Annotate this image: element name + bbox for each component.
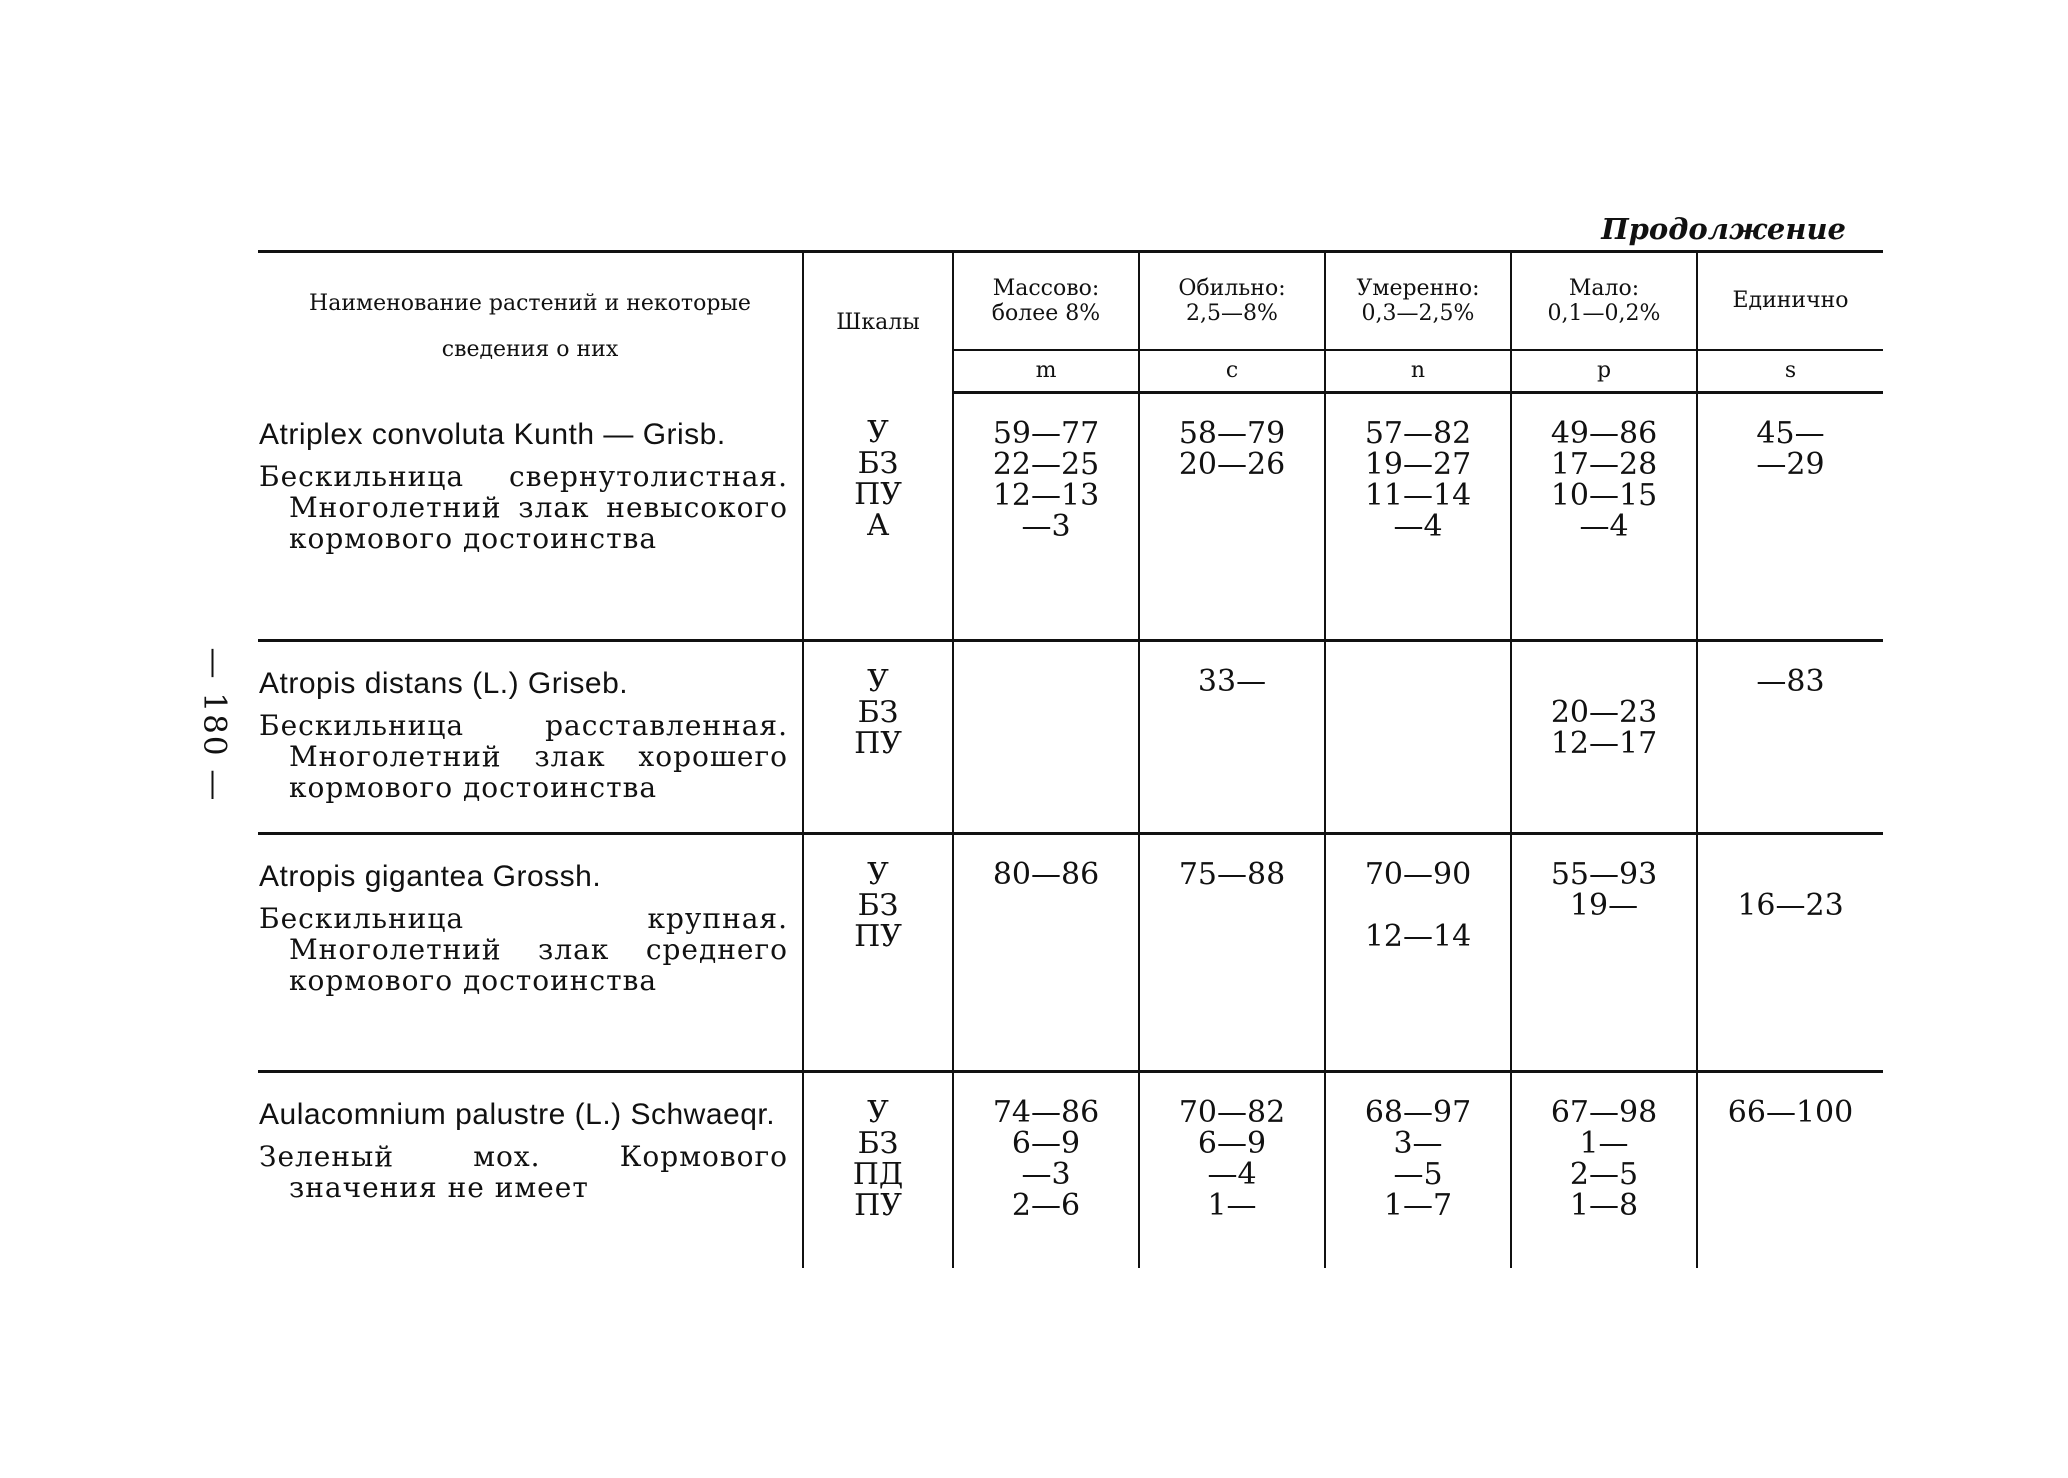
- cell-value: [1699, 859, 1882, 890]
- value-cell-n: [1325, 1072, 1511, 1269]
- cell-value: 12—14: [1364, 919, 1472, 954]
- value-cell-n: [1325, 641, 1511, 834]
- header-column-n: Умеренно: 0,3—2,5%: [1325, 252, 1511, 351]
- continuation-label: Продолжение: [1601, 212, 1846, 246]
- cell-value: БЗ: [857, 695, 899, 730]
- cell-value: 20—23: [1550, 695, 1658, 730]
- value-cell-s: [1697, 834, 1883, 1072]
- cell-value: [1513, 666, 1695, 697]
- value-cell-m: [953, 393, 1139, 641]
- cell-value: 12—17: [1550, 726, 1658, 761]
- header-code-s: s: [1697, 350, 1883, 393]
- header-code-c: c: [1139, 350, 1325, 393]
- cell-value: БЗ: [857, 888, 899, 923]
- cell-value: 2—6: [1011, 1188, 1081, 1223]
- cell-value: 19—27: [1364, 447, 1472, 482]
- cell-value: —5: [1393, 1157, 1443, 1192]
- cell-value: 10—15: [1550, 478, 1658, 513]
- header-code-p: p: [1511, 350, 1697, 393]
- plant-cell: [258, 393, 803, 641]
- value-cell-m: [953, 834, 1139, 1072]
- cell-value: ПД: [852, 1157, 904, 1192]
- cell-value: А: [866, 507, 890, 543]
- value-cell-s: [1697, 641, 1883, 834]
- cell-value: 1—8: [1569, 1188, 1639, 1223]
- value-cell-c: [1139, 1072, 1325, 1269]
- cell-value: 59—77: [992, 416, 1100, 451]
- cell-value: 45—: [1756, 416, 1825, 451]
- scales-cell: [803, 834, 953, 1072]
- cell-value: 1—: [1579, 1126, 1629, 1161]
- header-name: Наименование растений и некоторые сведения о них: [258, 252, 803, 393]
- plant-description: Бескильница крупная. Многолетний злак среднего кормового достоинства: [259, 902, 788, 997]
- header-scales: Шкалы: [803, 252, 953, 393]
- cell-value: —3: [1021, 1157, 1071, 1192]
- cell-value: У: [867, 1095, 889, 1130]
- cell-value: У: [867, 857, 889, 892]
- cell-value: —4: [1579, 509, 1629, 544]
- plant-latin-name: Atriplex convoluta Kunth — Grisb.: [259, 417, 726, 451]
- cell-value: У: [867, 414, 889, 450]
- value-cell-s: [1697, 393, 1883, 641]
- cell-value: 33—: [1197, 664, 1267, 699]
- header-column-p: Мало: 0,1—0,2%: [1511, 252, 1697, 351]
- cell-value: —4: [1393, 509, 1443, 544]
- cell-value: 2—5: [1569, 1157, 1639, 1192]
- scales-cell: [803, 641, 953, 834]
- value-cell-p: [1511, 393, 1697, 641]
- value-cell-m: [953, 1072, 1139, 1269]
- cell-value: ПУ: [854, 476, 902, 512]
- header-column-m: Массово: более 8%: [953, 252, 1139, 351]
- cell-value: 22—25: [992, 447, 1100, 482]
- header-code-n: n: [1325, 350, 1511, 393]
- cell-value: 66—100: [1727, 1095, 1854, 1130]
- scales-cell: [803, 393, 953, 641]
- cell-value: 68—97: [1364, 1095, 1472, 1130]
- plant-cell: [258, 834, 803, 1072]
- plant-cell: [258, 641, 803, 834]
- cell-value: 57—82: [1364, 416, 1472, 451]
- cell-value: ПУ: [854, 919, 902, 954]
- data-table: [258, 250, 1883, 1268]
- cell-value: 67—98: [1550, 1095, 1658, 1130]
- plant-description: Бескильница расставленная. Многолетний злак хорошего кормового достоинства: [259, 709, 788, 804]
- page-number: — 180 —: [196, 647, 233, 803]
- plant-latin-name: Atropis gigantea Grossh.: [259, 860, 602, 893]
- table-row: [258, 1072, 1883, 1269]
- cell-value: 74—86: [992, 1095, 1100, 1130]
- cell-value: —29: [1756, 447, 1825, 482]
- cell-value: 6—9: [1011, 1126, 1081, 1161]
- plant-description: Зеленый мох. Кормового значения не имеет: [259, 1140, 788, 1204]
- cell-value: 1—: [1207, 1188, 1257, 1223]
- cell-value: —4: [1207, 1157, 1257, 1192]
- value-cell-s: [1697, 1072, 1883, 1269]
- cell-value: [1327, 890, 1509, 921]
- cell-value: 17—28: [1550, 447, 1658, 482]
- cell-value: БЗ: [857, 445, 899, 481]
- cell-value: 49—86: [1550, 416, 1658, 451]
- cell-value: 70—90: [1364, 857, 1472, 892]
- plant-latin-name: Atropis distans (L.) Griseb.: [259, 667, 629, 700]
- cell-value: 55—93: [1550, 857, 1658, 892]
- cell-value: 58—79: [1178, 416, 1286, 451]
- cell-value: БЗ: [857, 1126, 899, 1161]
- cell-value: 6—9: [1197, 1126, 1267, 1161]
- value-cell-n: [1325, 393, 1511, 641]
- table-row: [258, 834, 1883, 1072]
- cell-value: 11—14: [1364, 478, 1472, 513]
- cell-value: 12—13: [992, 478, 1100, 513]
- plant-latin-name: Aulacomnium palustre (L.) Schwaeqr.: [259, 1098, 776, 1131]
- scales-cell: [803, 1072, 953, 1269]
- header-column-c: Обильно: 2,5—8%: [1139, 252, 1325, 351]
- header-column-s: Единично: [1697, 252, 1883, 351]
- cell-value: У: [867, 664, 889, 699]
- cell-value: 80—86: [992, 857, 1100, 892]
- value-cell-p: [1511, 834, 1697, 1072]
- value-cell-p: [1511, 1072, 1697, 1269]
- plant-cell: [258, 1072, 803, 1269]
- table-row: [258, 641, 1883, 834]
- value-cell-c: [1139, 834, 1325, 1072]
- value-cell-c: [1139, 641, 1325, 834]
- table-row: [258, 393, 1883, 641]
- table-body: [258, 393, 1883, 1269]
- cell-value: —3: [1021, 509, 1071, 544]
- value-cell-p: [1511, 641, 1697, 834]
- cell-value: —83: [1756, 664, 1825, 699]
- cell-value: ПУ: [854, 726, 902, 761]
- value-cell-n: [1325, 834, 1511, 1072]
- plant-description: Бескильница свернутолистная. Многолетний злак невысокого кормового достоинства: [259, 459, 788, 555]
- cell-value: 16—23: [1737, 888, 1844, 923]
- value-cell-c: [1139, 393, 1325, 641]
- cell-value: 3—: [1393, 1126, 1443, 1161]
- cell-value: ПУ: [854, 1188, 902, 1223]
- cell-value: 19—: [1569, 888, 1639, 923]
- cell-value: 1—7: [1383, 1188, 1453, 1223]
- cell-value: 70—82: [1178, 1095, 1286, 1130]
- header-code-m: m: [953, 350, 1139, 393]
- cell-value: 75—88: [1178, 857, 1286, 892]
- value-cell-m: [953, 641, 1139, 834]
- cell-value: 20—26: [1178, 447, 1286, 482]
